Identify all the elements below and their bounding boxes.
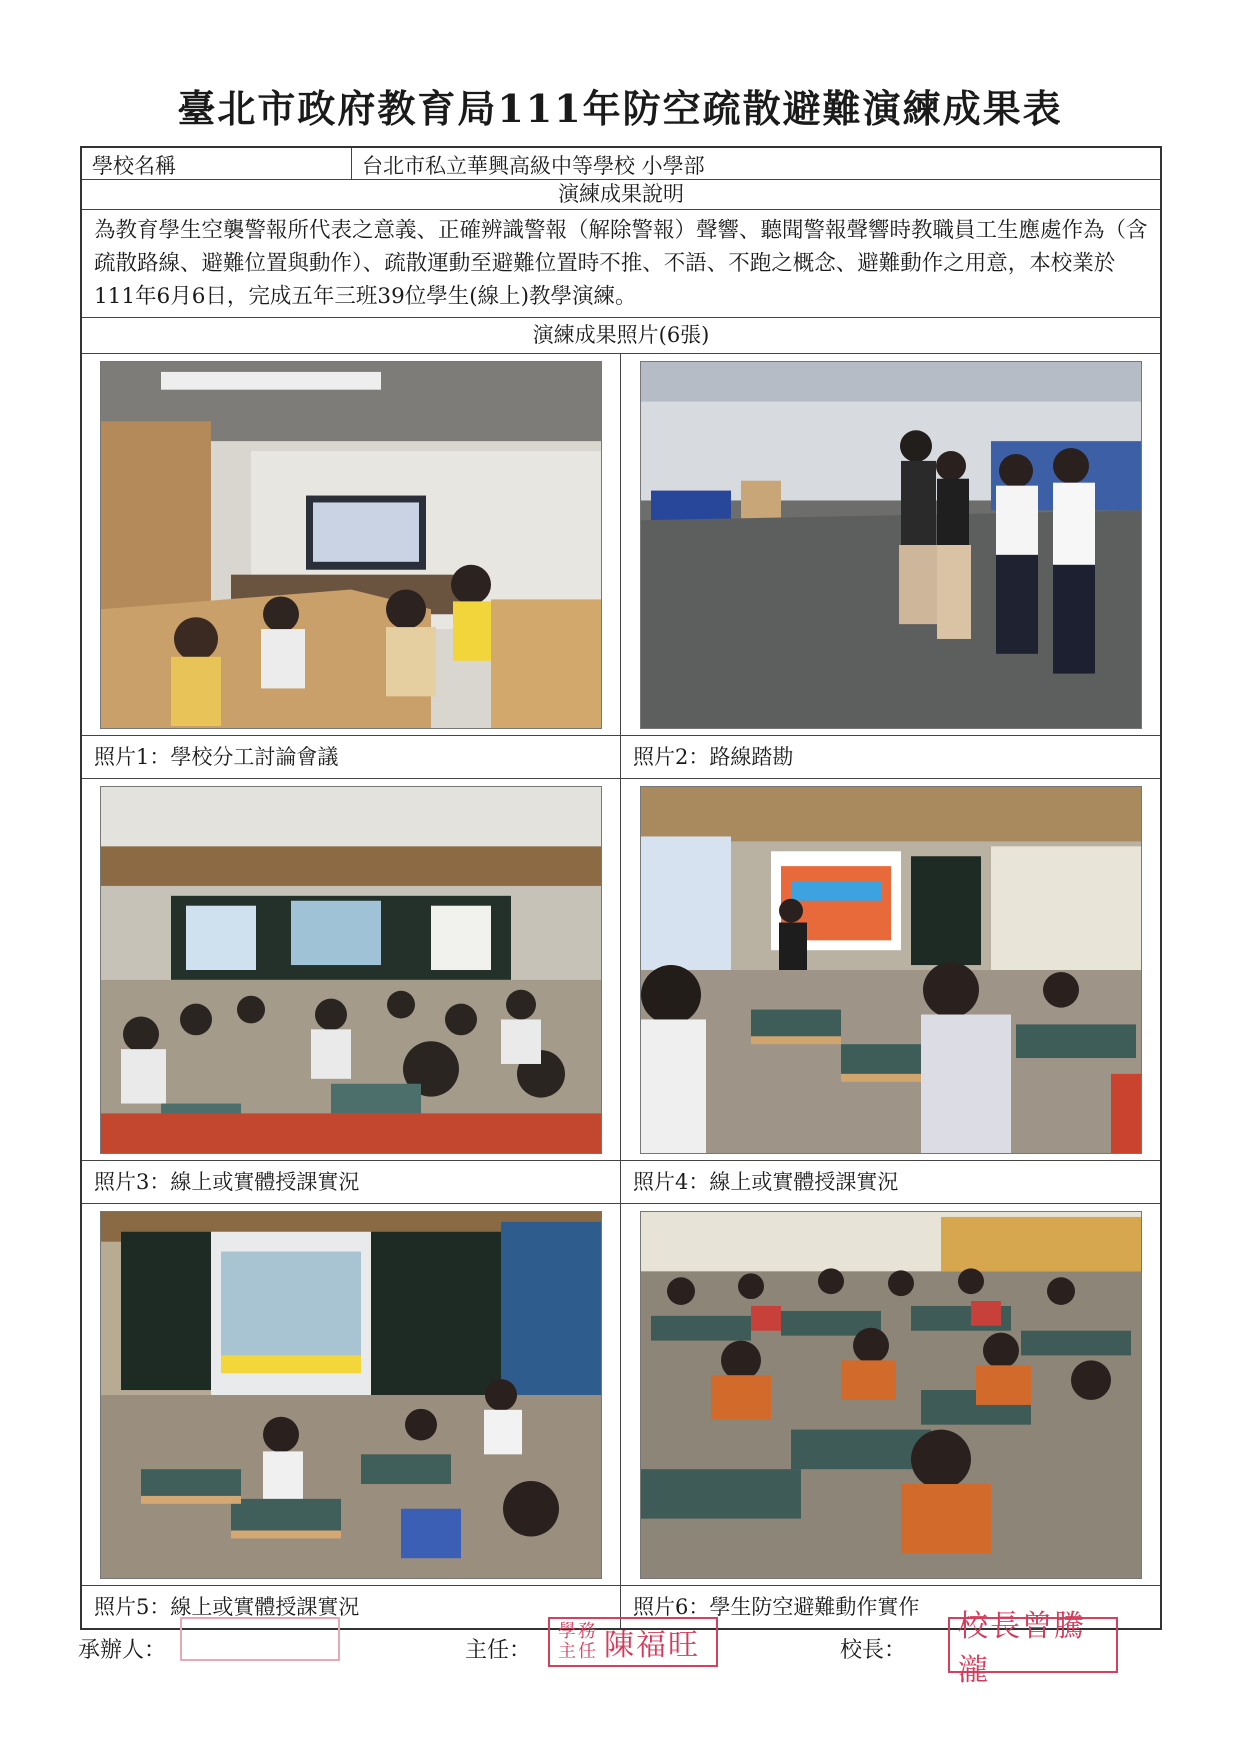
photo-classroom-1: [100, 786, 602, 1154]
document-title: 臺北市政府教育局111年防空疏散避難演練成果表: [177, 86, 1063, 131]
principal-label: 校長：: [840, 1638, 907, 1663]
director-stamp-title: 學務主任: [558, 1621, 598, 1662]
director-label: 主任：: [465, 1638, 532, 1663]
photo-caption-6: 照片6：學生防空避難動作實作: [633, 1595, 920, 1619]
photo-cell-1: [82, 354, 621, 779]
photo-caption-3: 照片3：線上或實體授課實況: [94, 1170, 360, 1194]
photo-cell-5: [82, 1204, 621, 1628]
photo-meeting: [100, 361, 602, 729]
photo-caption-5: 照片5：線上或實體授課實況: [94, 1595, 360, 1619]
photo-caption-2: 照片2：路線踏勘: [633, 745, 794, 769]
photo-route-survey: [640, 361, 1142, 729]
director-stamp-name: 陳福旺: [604, 1628, 700, 1663]
school-name-label: 學校名稱: [82, 148, 352, 179]
photos-heading: 演練成果照片(6張): [82, 318, 1160, 354]
school-name-value: 台北市私立華興高級中等學校 小學部: [362, 154, 705, 178]
photo-caption-1: 照片1：學校分工討論會議: [94, 745, 339, 769]
photo-cell-3: [82, 779, 621, 1204]
director-stamp: [548, 1617, 718, 1667]
photo-grid: [82, 354, 1160, 1628]
results-description: 為教育學生空襲警報所代表之意義、正確辨識警報（解除警報）聲響、聽聞警報聲響時教職員工生應處作為（含疏散路線、避難位置與動作）、疏散運動至避難位置時不推、不語、不跑之概念、避難動作之用意，本校業於111年6月6日，完成五年三班39位學生(線上)教學演練。: [82, 210, 1160, 318]
results-heading: 演練成果說明: [82, 180, 1160, 210]
school-row: [82, 148, 1160, 180]
handler-label: 承辦人：: [78, 1638, 167, 1663]
handler-stamp: [180, 1617, 340, 1661]
photo-classroom-2: [640, 786, 1142, 1154]
photo-classroom-3: [100, 1211, 602, 1579]
results-table: [80, 146, 1162, 1630]
principal-stamp: 校長曾騰瀧: [948, 1617, 1118, 1673]
photo-shelter-drill: [640, 1211, 1142, 1579]
photo-caption-4: 照片4：線上或實體授課實況: [633, 1170, 899, 1194]
photo-cell-4: [621, 779, 1160, 1204]
photo-cell-6: [621, 1204, 1160, 1628]
photo-cell-2: [621, 354, 1160, 779]
signature-footer: [0, 1609, 1240, 1688]
